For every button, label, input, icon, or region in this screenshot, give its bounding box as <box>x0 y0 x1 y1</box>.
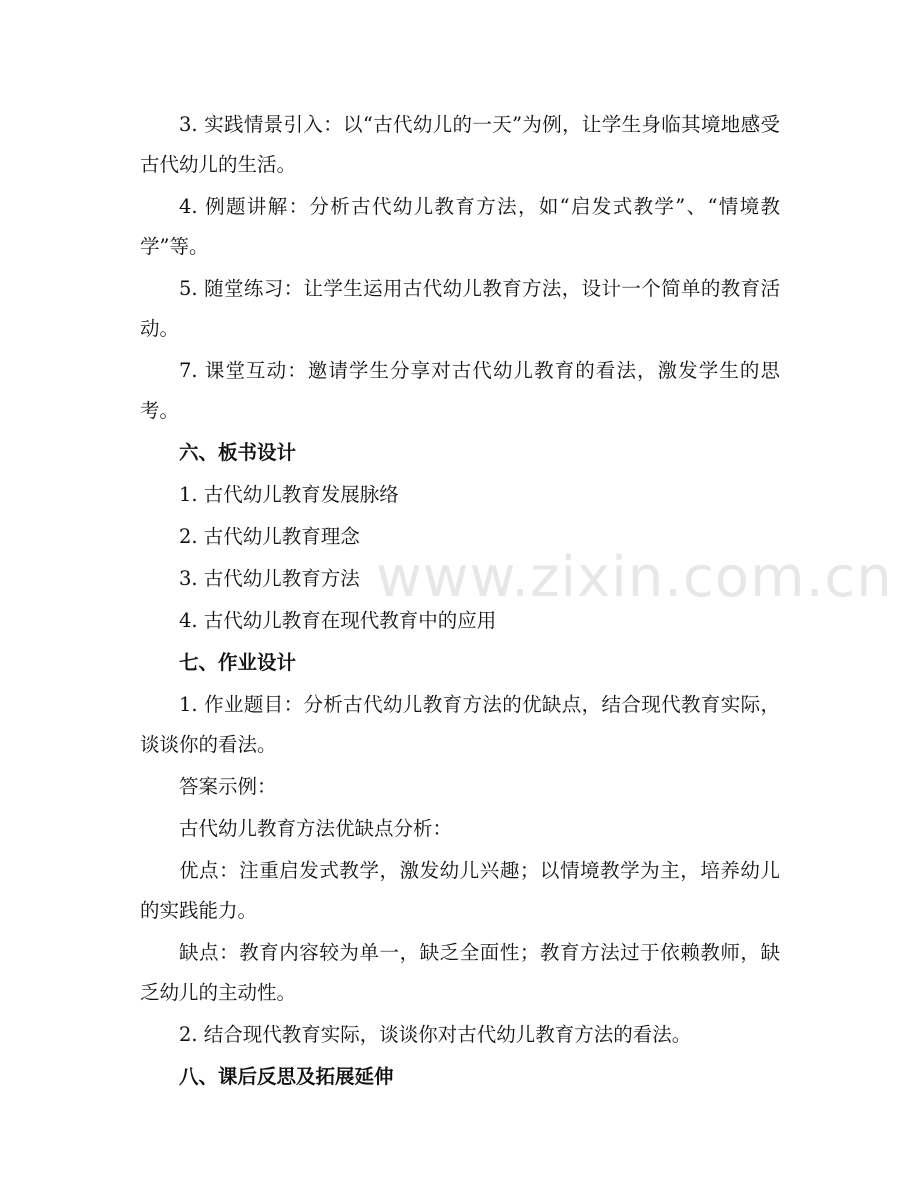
heading-blackboard-design: 六、板书设计 <box>179 441 297 464</box>
watermark: www.zixin.com.cn <box>376 545 893 610</box>
paragraph-answer-example-label: 答案示例： <box>179 775 277 798</box>
paragraph-homework-question: 1. 作业题目：分析古代幼儿教育方法的优缺点，结合现代教育实际，谈谈你的看法。 <box>140 693 780 756</box>
paragraph-advantages: 优点：注重启发式教学，激发幼儿兴趣；以情境教学为主，培养幼儿的实践能力。 <box>140 859 780 922</box>
paragraph-class-exercise: 5. 随堂练习：让学生运用古代幼儿教育方法，设计一个简单的教育活动。 <box>140 277 780 340</box>
list-item: 3. 古代幼儿教育方法 <box>179 567 360 590</box>
paragraph-class-interaction: 7. 课堂互动：邀请学生分享对古代幼儿教育的看法，激发学生的思考。 <box>140 359 780 422</box>
heading-reflection-extension: 八、课后反思及拓展延伸 <box>179 1065 394 1088</box>
paragraph-disadvantages: 缺点：教育内容较为单一，缺乏全面性；教育方法过于依赖教师，缺乏幼儿的主动性。 <box>140 941 780 1004</box>
list-item: 1. 古代幼儿教育发展脉络 <box>179 483 399 506</box>
list-item: 4. 古代幼儿教育在现代教育中的应用 <box>179 609 497 632</box>
paragraph-homework-question-2: 2. 结合现代教育实际，谈谈你对古代幼儿教育方法的看法。 <box>179 1023 692 1046</box>
list-item: 2. 古代幼儿教育理念 <box>179 525 360 548</box>
paragraph-practice-scenario: 3. 实践情景引入：以“古代幼儿的一天”为例，让学生身临其境地感受古代幼儿的生活。 <box>140 113 780 176</box>
heading-homework-design: 七、作业设计 <box>179 651 297 674</box>
paragraph-analysis-title: 古代幼儿教育方法优缺点分析： <box>179 817 453 840</box>
paragraph-example-explanation: 4. 例题讲解：分析古代幼儿教育方法，如“启发式教学”、“情境教学”等。 <box>140 195 780 258</box>
